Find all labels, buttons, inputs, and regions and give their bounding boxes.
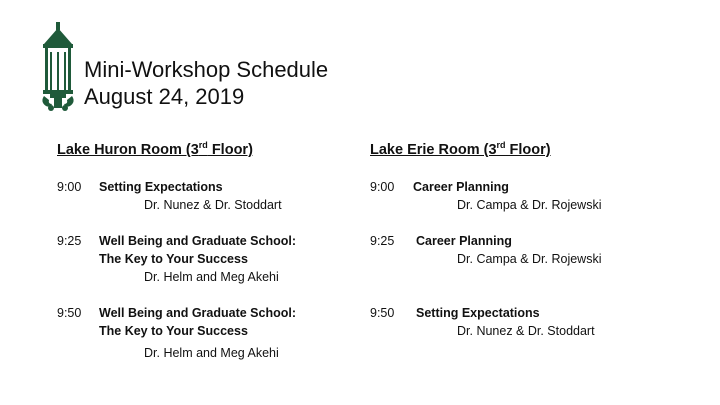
room-heading-lake-erie: Lake Erie Room (3rd Floor) [370, 140, 551, 158]
room-heading-lake-huron: Lake Huron Room (3rd Floor) [57, 140, 253, 158]
session-item: 9:00 Career Planning Dr. Campa & Dr. Rojewski [370, 180, 602, 212]
session-item: 9:50 Well Being and Graduate School: The Key to Your Success Dr. Helm and Meg Akehi [57, 306, 297, 360]
schedule-title [84, 56, 328, 110]
lantern-logo-icon [40, 22, 76, 112]
schedule-date: August 24, 2019 [84, 84, 245, 109]
session-item: 9:50 Setting Expectations Dr. Nunez & Dr. Stoddart [370, 306, 595, 338]
session-item: 9:25 Career Planning Dr. Campa & Dr. Rojewski [370, 234, 602, 266]
session-item: 9:00 Setting Expectations Dr. Nunez & Dr. Stoddart [57, 180, 282, 212]
session-item: 9:25 Well Being and Graduate School: The Key to Your Success Dr. Helm and Meg Akehi [57, 234, 297, 284]
page-title: Mini-Workshop Schedule [84, 57, 329, 82]
